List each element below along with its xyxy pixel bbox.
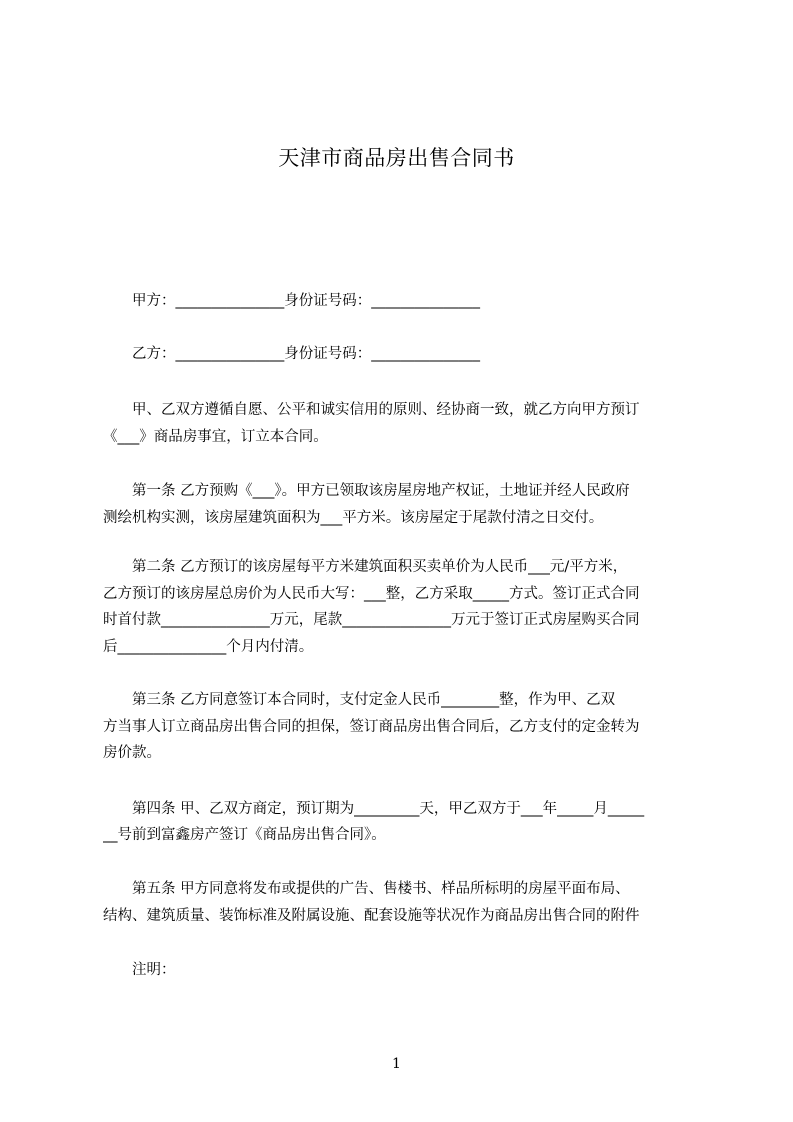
article-2-line-2: 乙方预订的该房屋总房价为人民币大写：___整，乙方采取_____方式。签订正式合同	[103, 586, 640, 602]
article-3-line-1: 第三条 乙方同意签订本合同时，支付定金人民币________整，作为甲、乙双	[103, 692, 616, 708]
preamble-line-2: 《___》商品房事宜，订立本合同。	[103, 429, 328, 445]
article-2-line-4: 后_______________个月内付清。	[103, 639, 314, 655]
party-b-line: 乙方：_______________身份证号码：_______________	[103, 346, 480, 362]
page-number: 1	[392, 1056, 401, 1072]
party-a-line: 甲方：_______________身份证号码：_______________	[103, 293, 480, 309]
article-1-line-2: 测绘机构实测，该房屋建筑面积为___平方米。该房屋定于尾款付清之日交付。	[103, 510, 604, 526]
article-4-line-1: 第四条 甲、乙双方商定，预订期为_________天，甲乙双方于___年_____月_____	[103, 801, 645, 817]
article-2-line-1: 第二条 乙方预订的该房屋每平方米建筑面积买卖单价为人民币___元/平方米，	[103, 559, 628, 575]
article-4-line-2: __号前到富鑫房产签订《商品房出售合同》。	[103, 827, 386, 843]
article-3-line-3: 房价款。	[103, 745, 161, 761]
note-label: 注明：	[103, 962, 176, 978]
article-1-line-1: 第一条 乙方预购《___》。甲方已领取该房屋房地产权证，土地证并经人民政府	[103, 483, 630, 499]
article-5-line-1: 第五条 甲方同意将发布或提供的广告、售楼书、样品所标明的房屋平面布局、	[103, 881, 630, 897]
document-title: 天津市商品房出售合同书	[278, 146, 515, 170]
article-5-line-2: 结构、建筑质量、装饰标准及附属设施、配套设施等状况作为商品房出售合同的附件	[103, 908, 640, 924]
article-3-line-2: 方当事人订立商品房出售合同的担保，签订商品房出售合同后，乙方支付的定金转为	[103, 719, 640, 735]
preamble-line-1: 甲、乙双方遵循自愿、公平和诚实信用的原则、经协商一致，就乙方向甲方预订	[103, 402, 640, 418]
article-2-line-3: 时首付款_______________万元，尾款_______________万元于签订正式房屋购买合同	[103, 612, 640, 628]
